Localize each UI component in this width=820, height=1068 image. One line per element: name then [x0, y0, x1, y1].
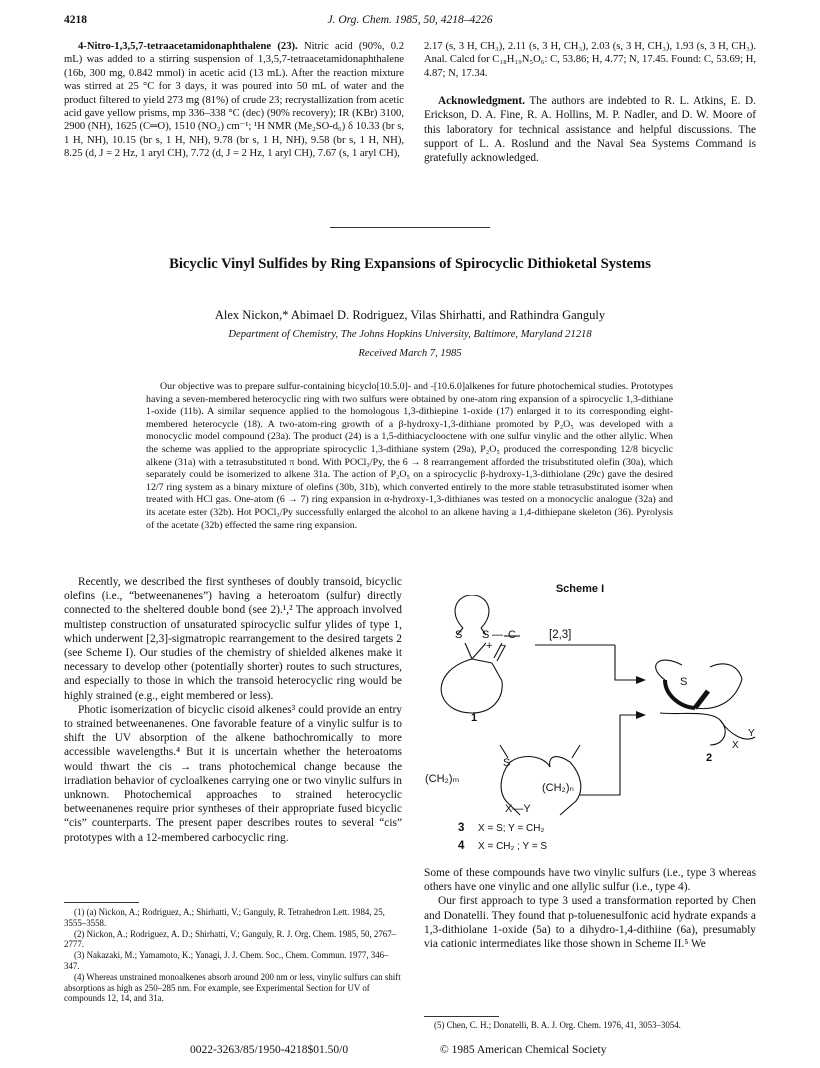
ch2n-label: (CH₂)ₙ — [542, 782, 574, 794]
author-affiliation: Department of Chemistry, The Johns Hopkins University, Baltimore, Maryland 21218 — [228, 329, 592, 340]
footnote-5-text: (5) Chen, C. H.; Donatelli, B. A. J. Org. Chem. 1976, 41, 3053–3054. — [434, 1020, 681, 1030]
right-paragraph-1: Some of these compounds have two vinylic sulfurs (i.e., type 3 whereas others have one vinylic and one allylic sulfur (i.e., type 4). — [424, 867, 756, 894]
footnote-4: (4) Whereas unstrained monoalkenes absorb around 200 nm or less, vinylic sulfurs can shift absorptions as high as 250–285 nm. For example, see Experimental Section for UV of compounds 12, 14, and 31a. — [64, 971, 401, 1004]
thia-ring-arc — [455, 595, 489, 628]
compound-heading: 4-Nitro-1,3,5,7-tetraacetamidonaphthalene (23). — [78, 41, 298, 52]
analysis-text: 2.17 (s, 3 H, CH₃), 2.11 (s, 3 H, CH₃), 2.03 (s, 3 H, CH₃), 1.93 (s, 3 H, CH₃). Anal. Calcd for C₁₈H₁₉N₅O₆: C, 53.86; H, 4.77; N, 17.45. Found: C, 53.69; H, 4.87; N, 17.34. — [424, 41, 756, 79]
ring-xy-label: X—Y — [505, 803, 531, 815]
footnote-rule — [64, 902, 139, 903]
scheme-s1-label: S — [455, 629, 463, 641]
carbocycle-ring — [441, 659, 502, 713]
bicyclic-y-label: Y — [748, 728, 755, 739]
acknowledgment-text: The authors are indebted to R. L. Atkins, E. D. Erickson, D. A. Fine, R. A. Hollins, M. P. Nadler, and D. W. Moore of this laboratory for technical assistance and helpful discussions. The support of L. A. Roslund and the Naval Sea Systems Command is gratefully acknowledged. — [424, 95, 756, 165]
footer-code: 0022-3263/85/1950-4218$01.50/0 — [190, 1044, 349, 1056]
ch2m-label: (CH₂)ₘ — [425, 773, 460, 785]
compound-4-label: 4 — [458, 840, 465, 852]
body-right-column — [424, 866, 756, 951]
page-number: 4218 — [64, 14, 87, 26]
acknowledgment-heading: Acknowledgment. — [438, 95, 525, 108]
bicyclic-s-label: S — [680, 676, 688, 688]
footnote-1: (1) (a) Nickon, A.; Rodriguez, A.; Shirhatti, V.; Ganguly, R. Tetrahedron Lett. 1984, 25, 3555–3558. — [64, 907, 385, 928]
arrow-to-2-top — [615, 645, 638, 680]
scheme-minus-label: − — [500, 640, 507, 652]
footer-copyright: © 1985 American Chemical Society — [440, 1044, 607, 1056]
footnote-rule-right — [424, 1016, 499, 1017]
article-authors: Alex Nickon,* Abimael D. Rodriguez, Vilas Shirhatti, and Rathindra Ganguly — [214, 308, 606, 322]
intro-paragraph-1: Recently, we described the first syntheses of doubly transoid, bicyclic olefins (i.e., “betweenanenes”) having a heteroatom (sulfur) directly connected to the sheltered double bond (see 2).¹,² The approach involved multistep construction of unsaturated spirocyclic sulfur ylides of type 1, which underwent [2,3]-sigmatropic rearrangement to the desired targets 2 (see Scheme I). Our studies of the chemistry of shielded alkenes make it necessary to develop other (potentially shorter) routes to such structures, and especially to those in which the transoid heterocyclic ring would be highly strained (e.g., eight membered or less). — [64, 576, 402, 702]
previous-article-continued — [424, 40, 756, 165]
previous-article-experimental — [64, 40, 404, 161]
compound-3-label: 3 — [458, 822, 465, 834]
bicyclic-x-label: X — [732, 740, 739, 751]
rearrangement-label: [2,3] — [549, 629, 572, 641]
compound-3-definition: X = S; Y = CH₂ — [478, 823, 545, 834]
arrow-to-2-bottom — [580, 715, 638, 795]
article-divider — [330, 227, 490, 228]
received-date: Received March 7, 1985 — [358, 348, 462, 359]
footnote-3: (3) Nakazaki, M.; Yamamoto, K.; Yanagi, J. J. Chem. Soc., Chem. Commun. 1977, 346–347. — [64, 950, 389, 971]
right-paragraph-2: Our first approach to type 3 used a transformation reported by Chen and Donatelli. They found that p-toluenesulfonic acid hydrate expands a 1,3-dithiolane 1-oxide (5a) to a dihydro-1,4-dithiine (6a), presumably via cationic intermediates like those shown in Scheme II.⁵ We — [424, 895, 756, 951]
scheme-title: Scheme I — [555, 583, 605, 595]
compound-1-label: 1 — [471, 712, 478, 724]
experimental-text: Nitric acid (90%, 0.2 mL) was added to a stirring suspension of 1,3,5,7-tetraacetamidonaphthalene (16b, 300 mg, 0.842 mmol) in acetic acid (13 mL). After the reaction mixture was stirred at 25 °C for 3 days, it was poured into 50 mL of water and the product filtered to yield 273 mg (81%) of crude 23; recrystallization from acetic acid gave yellow prisms, mp 336–338 °C (dec) (90% recovery); IR (KBr) 3100, 2900 (NH), 1625 (C═O), 1510 (NO₂) cm⁻¹; ¹H NMR (Me₂SO-d₆) δ 10.33 (br s, 1 H, NH), 10.15 (br s, 1 H, NH), 9.78 (br s, 1 H, NH), 9.58 (br s, 1 H, NH), 8.25 (d, J = 2 Hz, 1 aryl CH), 7.72 (d, J = 2 Hz, 1 aryl CH), 7.67 (s, 1 aryl CH), — [64, 41, 404, 160]
article-title: Bicyclic Vinyl Sulfides by Ring Expansions of Spirocyclic Dithioketal Systems — [169, 256, 651, 272]
compound-2-label: 2 — [706, 752, 713, 764]
footnotes-left — [64, 907, 402, 1004]
scheme-s2-label: S — [482, 629, 490, 641]
ring-s-label: S — [503, 757, 511, 769]
scheme-plus-label: + — [486, 640, 493, 652]
abstract: Our objective was to prepare sulfur-containing bicyclo[10.5.0]- and -[10.6.0]alkenes for future photochemical studies. Prototypes having a seven-membered heterocyclic ring with two sulfurs were obtained by one-atom ring expansion of a spirocyclic 1,3-dithiane 1-oxide (11b). A similar sequence applied to the homologous 1,3-dithiepine 1-oxide (17) enlarged it to its corresponding eight-membered heterocycle (18). A two-atom-ring growth of a β-hydroxy-1,3-dithiane promoted by P₂O₅ was developed with a monocyclic model compound (23a). The product (24) is a 1,5-dithiacyclooctene with one sulfur vinylic and the other allylic. When the scheme was applied to the appropriate spirocyclic 1,3-dithiane system (29a), P₂O₅ produced the corresponding 12/8 bicyclic alkene (31a) with a tetrasubstituted π bond. With POCl₃/Py, the 6 → 8 rearrangement afforded the trisubstituted olefin (30a), which separately could be isomerized to alkene 31a. The action of P₂O₅ on a spirocyclic β-hydroxy-1,3-dithiolane (29c) gave the desired 12/7 ring system as a binary mixture of olefins (30b, 31b), which converted entirely to the more stable tetrasubstituted isomer when treated with HCl gas. One-atom (6 → 7) ring expansion in α-hydroxy-1,3-dithianes was tested on a monocyclic analogue (32a) and its acetate ester (32b). Hot POCl₃/Py successfully enlarged the alcohol to an alkene having a 1,4-dithiepane skeleton (36). Pyrolysis of the acetate (32b) effected the same ring expansion. — [146, 381, 673, 531]
compound-4-definition: X = CH₂ ; Y = S — [478, 841, 548, 852]
intro-paragraph-2: Photic isomerization of bicyclic cisoid alkenes³ could provide an entry to strained betweenanenes. One favorable feature of a vinylic sulfur is to shift the UV absorption of the alkene bathochromically to more accessible wavelengths.⁴ But it is uncertain whether the heteroatoms would thwart the cis → trans photochemical change because the irradiation behavior of cycloalkenes carrying one or two vinylic sulfurs in unknown. Photochemical approaches to strained heterocyclic betweenanenes require prior syntheses of their appropriate fused bicyclic “cis” counterparts. The present paper describes routes to several “cis” prototypes with a 12-membered carbocyclic ring. — [64, 703, 402, 844]
journal-header: J. Org. Chem. 1985, 50, 4218–4226 — [327, 14, 493, 26]
body-left-column — [64, 575, 402, 845]
footnote-2: (2) Nickon, A.; Rodriguez, A. D.; Shirhatti, V.; Ganguly, R. J. Org. Chem. 1985, 50, 2767–2777. — [64, 928, 397, 950]
scheme-c-label: C — [508, 629, 516, 641]
footnote-5 — [424, 1020, 756, 1031]
